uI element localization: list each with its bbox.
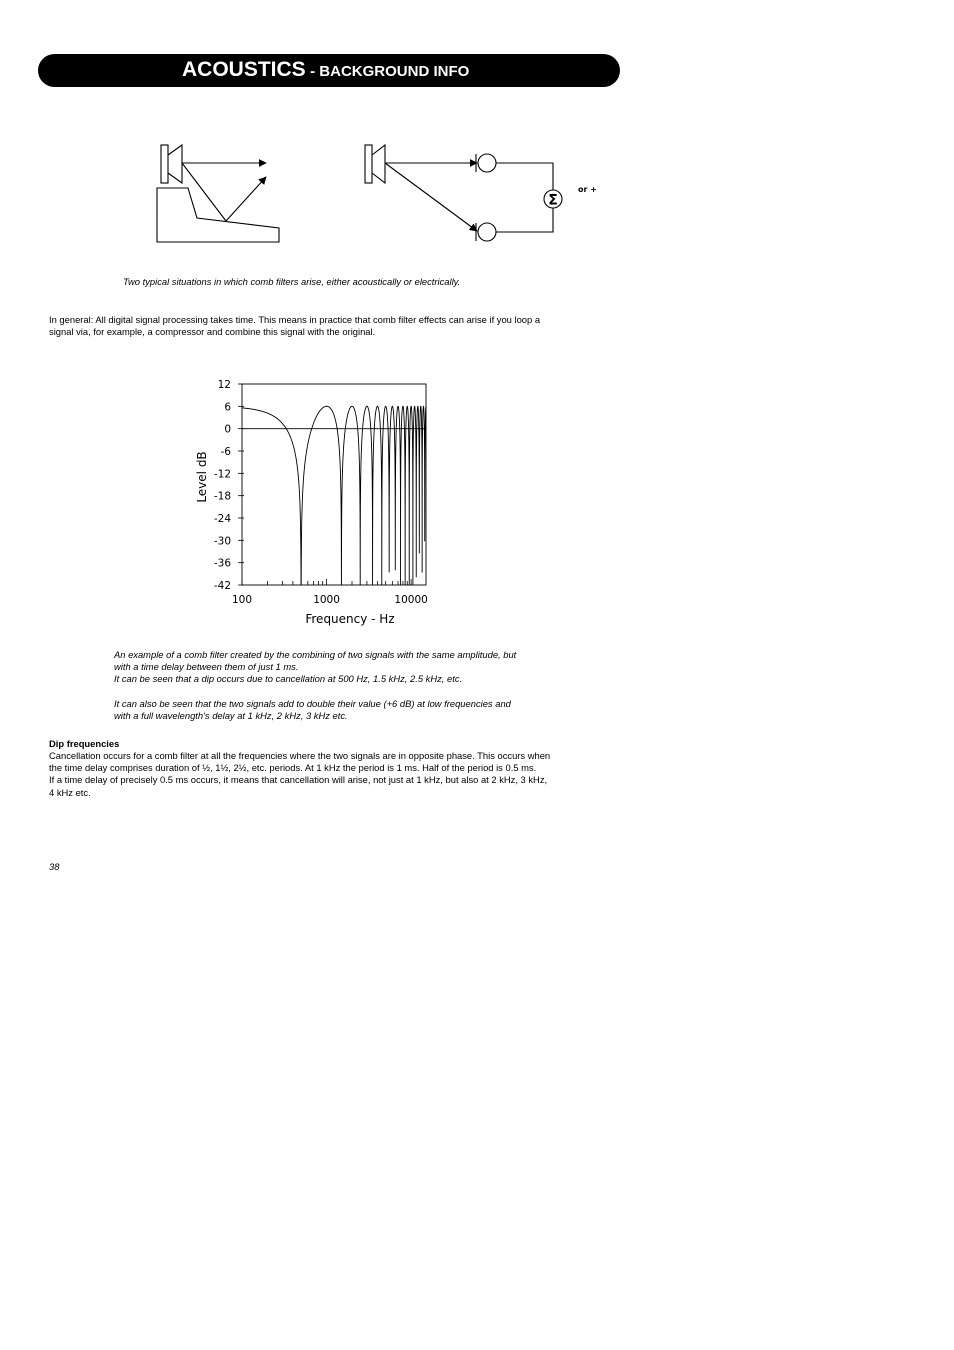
chart-caption-line <box>114 686 516 698</box>
chart-caption-line: An example of a comb filter created by the combining of two signals with the same amplitude, but <box>114 649 517 660</box>
reflecting-surface <box>157 188 279 242</box>
microphone-2 <box>478 223 496 241</box>
y-tick-label: -30 <box>213 535 231 548</box>
chart-caption-line: with a time delay between them of just 1 ms. <box>114 661 299 673</box>
intro-line: signal via, for example, a compressor and combine this signal with the original. <box>49 326 376 338</box>
page-number: 38 <box>49 861 60 872</box>
dip-line: If a time delay of precisely 0.5 ms occurs, it means that cancellation will arise, not just at 1 kHz, but also at 2 kHz, 3 kHz, <box>49 774 548 786</box>
comb-filter-chart <box>180 370 460 635</box>
acoustic-reflection-diagram <box>157 145 279 242</box>
banner-title-sub: - BACKGROUND INFO <box>310 63 470 80</box>
y-axis-title: Level dB <box>195 451 209 503</box>
y-tick-label: -18 <box>213 490 231 503</box>
y-tick-label: -12 <box>213 468 231 481</box>
dip-line: the time delay comprises duration of ½, 1½, 2½, etc. periods. At 1 kHz the period is 1 ms. Half of the period is 0.5 ms. <box>49 762 537 774</box>
speaker-cone <box>168 145 182 183</box>
sum-symbol: Σ <box>548 192 558 209</box>
x-tick-label: 10000 <box>394 594 428 606</box>
speaker-box-2 <box>365 145 372 183</box>
microphone-1 <box>478 154 496 172</box>
chart-caption-line: It can be seen that a dip occurs due to cancellation at 500 Hz, 1.5 kHz, 2.5 kHz, etc. <box>114 673 463 685</box>
dip-frequencies-heading: Dip frequencies <box>49 738 120 749</box>
dip-line: Cancellation occurs for a comb filter at all the frequencies where the two signals are in opposite phase. This occurs when <box>49 750 551 761</box>
x-axis-title: Frequency - Hz <box>305 612 395 626</box>
y-tick-label: 12 <box>217 379 231 391</box>
comb-filter-response-line <box>242 406 426 585</box>
or-plus-label: or + <box>578 185 597 194</box>
y-tick-label: -42 <box>213 580 231 592</box>
x-tick-label: 1000 <box>313 594 340 606</box>
speaker-box <box>161 145 168 183</box>
banner-title-main: ACOUSTICS <box>182 58 306 81</box>
y-tick-label: 0 <box>224 423 231 436</box>
diagram-caption: Two typical situations in which comb filters arise, either acoustically or electrically. <box>123 276 461 287</box>
comb-filter-situations-diagram <box>0 0 954 260</box>
intro-line: In general: All digital signal processing takes time. This means in practice that comb filter effects can arise if you loop a <box>49 314 541 325</box>
y-tick-label: 6 <box>224 401 231 414</box>
chart-caption <box>114 649 516 722</box>
dip-line: 4 kHz etc. <box>49 786 91 798</box>
electrical-summing-diagram <box>365 145 562 241</box>
y-tick-label: -24 <box>213 513 231 525</box>
y-tick-label: -36 <box>213 557 231 570</box>
chart-caption-line: with a full wavelength's delay at 1 kHz, 2 kHz, 3 kHz etc. <box>114 710 348 721</box>
x-tick-label: 100 <box>231 594 253 606</box>
intro-paragraph <box>49 314 540 338</box>
dip-frequencies-paragraph <box>49 750 550 799</box>
y-tick-label: -6 <box>220 446 231 458</box>
chart-caption-line: It can also be seen that the two signals add to double their value (+6 dB) at low frequencies and <box>114 697 511 709</box>
